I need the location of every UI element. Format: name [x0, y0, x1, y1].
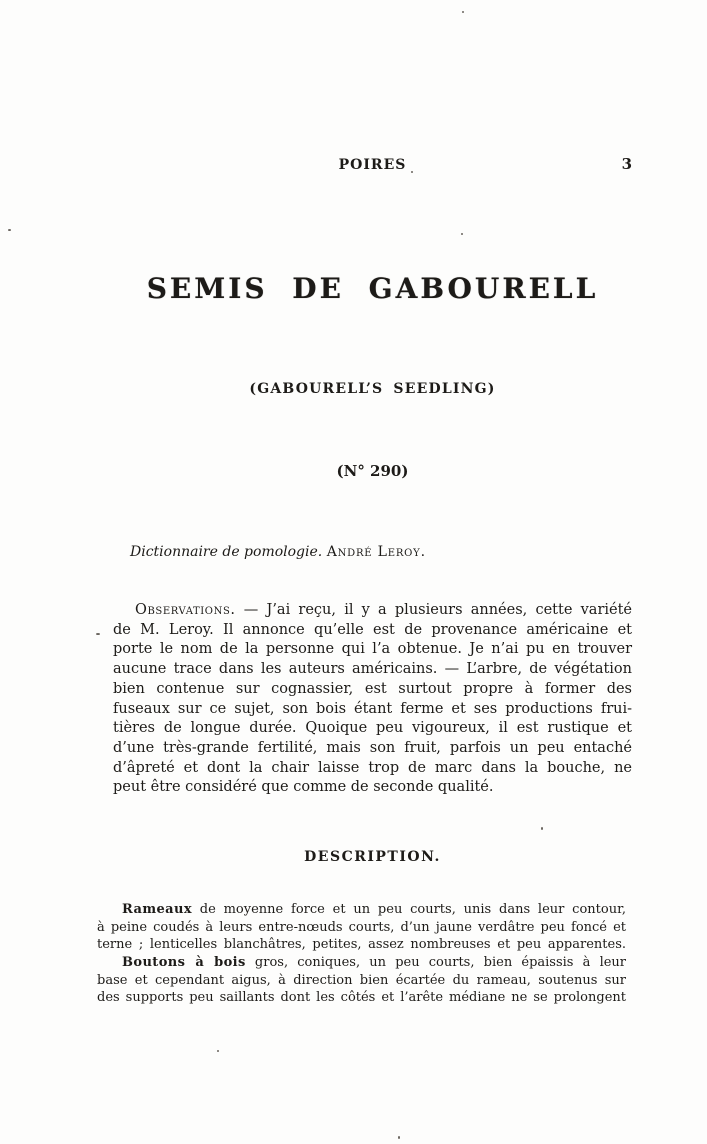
scan-speck — [96, 633, 100, 635]
citation-work: Dictionnaire de pomologie. — [130, 544, 323, 560]
citation-author: André Leroy. — [326, 544, 426, 560]
paragraph-lead: Observations. — [135, 602, 236, 618]
scan-speck — [398, 1136, 400, 1139]
text-line: d’une très-grande fertilité, mais son fruit, parfois un peu entaché — [113, 739, 632, 756]
description-heading: DESCRIPTION. — [304, 849, 441, 865]
text-line: de M. Leroy. Il annonce qu’elle est de provenance américaine et — [113, 621, 632, 638]
scan-speck — [217, 1050, 219, 1052]
paragraph-boutons-a-bois — [97, 954, 626, 1007]
text-line: aucune trace dans les auteurs américains. — L’arbre, de végétation — [113, 661, 632, 678]
text-line: des supports peu saillants dont les côtés et l’arête médiane ne se prolongent — [97, 990, 626, 1006]
text-line: Boutons à bois gros, coniques, un peu courts, bien épaissis à leur — [122, 955, 627, 970]
text-line: tières de longue durée. Quoique peu vigoureux, il est rustique et — [113, 720, 632, 737]
text-line: base et cependant aigus, à direction bien écartée du rameau, soutenus sur — [97, 972, 626, 988]
page-title: SEMIS DE GABOURELL — [146, 272, 599, 305]
paragraph-rameaux — [97, 901, 626, 954]
subtitle-english-name: (GABOURELL’S SEEDLING) — [249, 381, 496, 397]
scan-speck — [461, 233, 463, 235]
observations-paragraph — [113, 601, 632, 798]
scan-speck — [541, 827, 543, 830]
running-title: POIRES — [338, 157, 407, 173]
paragraph-lead: Rameaux — [122, 902, 192, 917]
scan-speck — [411, 171, 413, 173]
catalog-number: (N° 290) — [336, 462, 409, 480]
text-line: d’âpreté et dont la chair laisse trop de marc dans la bouche, ne — [113, 759, 632, 776]
text-line: Observations. — J’ai reçu, il y a plusieurs années, cette variété — [135, 602, 632, 618]
citation-line — [130, 544, 630, 560]
text-line: fuseaux sur ce sujet, son bois étant ferme et ses productions frui- — [113, 700, 632, 717]
text-line: Rameaux de moyenne force et un peu courts, unis dans leur contour, — [122, 902, 626, 917]
text-line: à peine coudés à leurs entre-nœuds courts, d’un jaune verdâtre peu foncé et — [97, 919, 626, 935]
text-line: peut être considéré que comme de seconde qualité. — [113, 779, 494, 796]
text-line: bien contenue sur cognassier, est surtout propre à former des — [113, 680, 632, 697]
paragraph-lead: Boutons à bois — [122, 955, 246, 970]
page-number: 3 — [621, 155, 632, 173]
text-line: terne ; lenticelles blanchâtres, petites, assez nombreuses et peu apparentes. — [97, 937, 626, 953]
text-line: porte le nom de la personne qui l’a obtenue. Je n’ai pu en trouver — [113, 641, 632, 658]
scan-speck — [8, 229, 11, 231]
scan-speck — [462, 11, 464, 13]
